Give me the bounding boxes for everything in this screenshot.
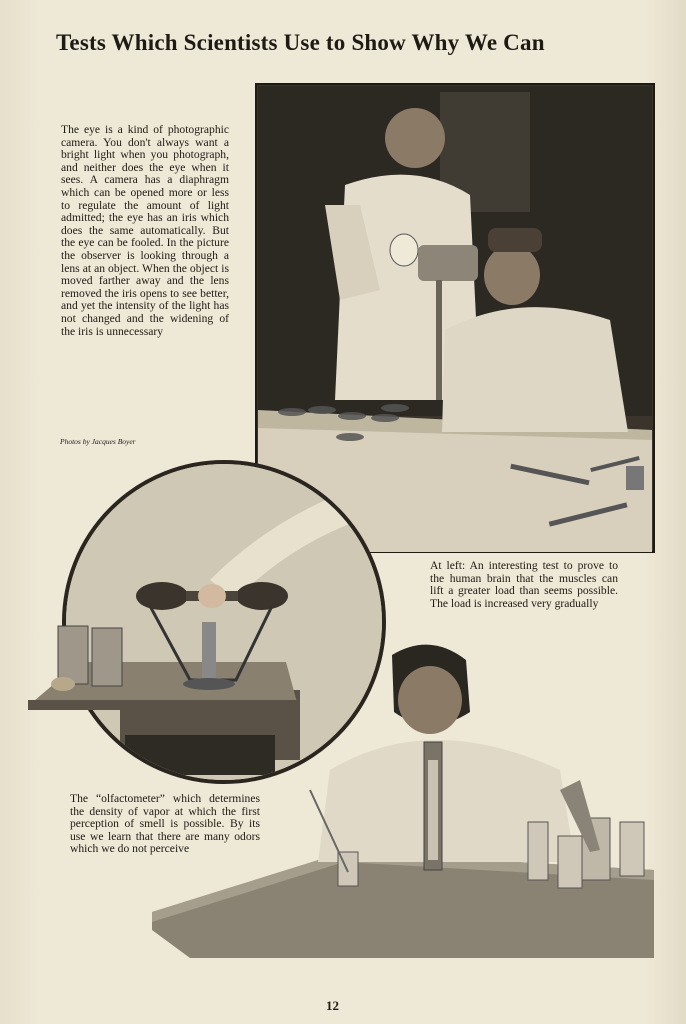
photo-eye-test — [256, 84, 654, 552]
caption-muscle-test: At left: An interesting test to prove to the human brain that the muscles can lift a greater load than seems possible. The load is increased very gradually — [430, 559, 618, 610]
photo-credit: Photos by Jacques Boyer — [60, 437, 136, 446]
caption-olfactometer: The “olfactometer” which determines the density of vapor at which the first perception of smell is possible. By its use we learn that there are many odors which we do not perceive — [70, 792, 260, 856]
caption-eye-test: The eye is a kind of photographic camera. You don't always want a bright light when you photograph, and neither does the eye when it sees. A camera has a diaphragm which can be opened more or less to regulate the amount of light admitted; the eye has an iris which does the same automatically. But the eye can be fooled. In the picture the observer is looking through a lens at an object. When the object is moved farther away and the lens removed the iris opens to see better, and yet the intensity of the light has not changed and the widening of the iris is unnecessary — [61, 123, 229, 338]
page-title: Tests Which Scientists Use to Show Why We Can — [56, 30, 545, 55]
page-number: 12 — [326, 998, 339, 1013]
